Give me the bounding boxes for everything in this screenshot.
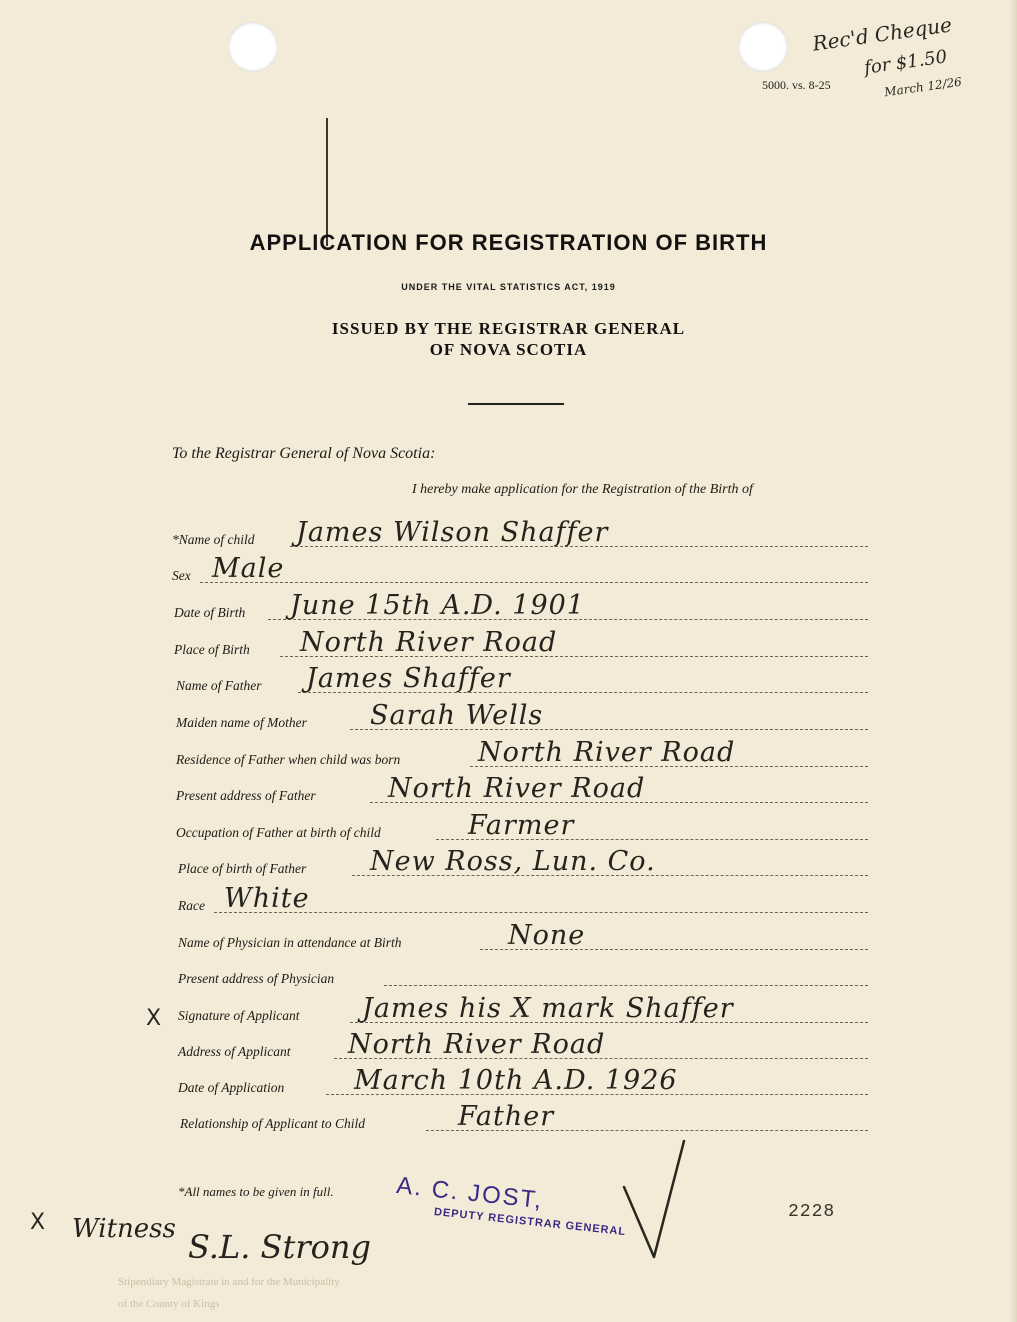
- field-label: Place of Birth: [174, 642, 250, 657]
- witness-label: Witness: [72, 1214, 176, 1244]
- field-value: Male: [212, 553, 285, 584]
- field-value: James Shaffer: [306, 663, 511, 694]
- form-title: APPLICATION FOR REGISTRATION OF BIRTH: [249, 230, 768, 255]
- field-value: June 15th A.D. 1901: [290, 590, 585, 621]
- serial-number: 2228: [788, 1202, 836, 1222]
- salutation: To the Registrar General of Nova Scotia:: [172, 445, 436, 462]
- page-edge: [1009, 0, 1017, 1322]
- field-value: March 10th A.D. 1926: [354, 1065, 678, 1096]
- field-label: Present address of Father: [176, 788, 316, 803]
- field-label: Address of Applicant: [178, 1044, 291, 1059]
- punch-hole-right: [738, 22, 788, 72]
- field-value: North River Road: [348, 1029, 606, 1060]
- field-value: New Ross, Lun. Co.: [370, 846, 656, 877]
- field-label: Date of Birth: [174, 605, 246, 620]
- title-divider: [468, 403, 564, 405]
- margin-note-line-3: March 12/26: [883, 74, 963, 100]
- field-line: [214, 912, 868, 913]
- field-value: North River Road: [300, 627, 558, 658]
- pen-stroke: [326, 118, 328, 246]
- field-label: Name of Physician in attendance at Birth: [178, 935, 402, 950]
- field-label: Signature of Applicant: [178, 1008, 300, 1023]
- form-subtitle: UNDER THE VITAL STATISTICS ACT, 1919: [401, 282, 616, 292]
- field-label: Place of birth of Father: [178, 861, 307, 876]
- witness-x-mark: X: [30, 1210, 46, 1235]
- faint-text-line-2: of the County of Kings: [118, 1298, 220, 1310]
- signature-x-mark: X: [146, 1006, 162, 1031]
- field-label: Present address of Physician: [178, 971, 335, 986]
- witness-signature: S.L. Strong: [188, 1228, 371, 1266]
- registrar-stamp: [394, 1172, 630, 1238]
- check-mark-icon: [620, 1135, 690, 1265]
- field-line: [200, 582, 868, 583]
- declaration: I hereby make application for the Registration of the Birth of: [412, 482, 753, 497]
- field-value: James Wilson Shaffer: [296, 517, 609, 548]
- field-value: James his X mark Shaffer: [362, 993, 734, 1024]
- margin-note-line-2: for $1.50: [862, 46, 949, 79]
- field-line: [384, 985, 868, 986]
- footnote: *All names to be given in full.: [178, 1184, 334, 1199]
- field-label: Date of Application: [178, 1080, 285, 1095]
- field-label: Residence of Father when child was born: [176, 752, 401, 767]
- field-value: Farmer: [468, 810, 575, 841]
- field-value: North River Road: [478, 737, 736, 768]
- issuer-line-1: ISSUED BY THE REGISTRAR GENERAL: [331, 319, 686, 338]
- field-label: *Name of child: [172, 532, 255, 547]
- issuer: [0, 318, 1017, 360]
- field-value: White: [224, 883, 310, 914]
- field-label: Relationship of Applicant to Child: [180, 1116, 365, 1131]
- stamp-role: DEPUTY REGISTRAR GENERAL: [433, 1206, 627, 1239]
- punch-hole-left: [228, 22, 278, 72]
- field-value: None: [508, 920, 586, 951]
- field-label: Maiden name of Mother: [176, 715, 307, 730]
- stamp-name: A. C. JOST,: [395, 1172, 545, 1215]
- field-label: Name of Father: [176, 678, 262, 693]
- field-value: North River Road: [388, 773, 646, 804]
- field-value: Father: [458, 1101, 555, 1132]
- field-label: Occupation of Father at birth of child: [176, 825, 381, 840]
- margin-note-line-1: Rec'd Cheque: [811, 12, 954, 56]
- field-label: Sex: [172, 568, 191, 583]
- issuer-line-2: OF NOVA SCOTIA: [429, 340, 588, 359]
- field-value: Sarah Wells: [370, 700, 544, 731]
- faint-text-line-1: Stipendiary Magistrate in and for the Municipality: [118, 1276, 340, 1288]
- form-code: 5000. vs. 8-25: [762, 78, 831, 92]
- field-label: Race: [178, 898, 205, 913]
